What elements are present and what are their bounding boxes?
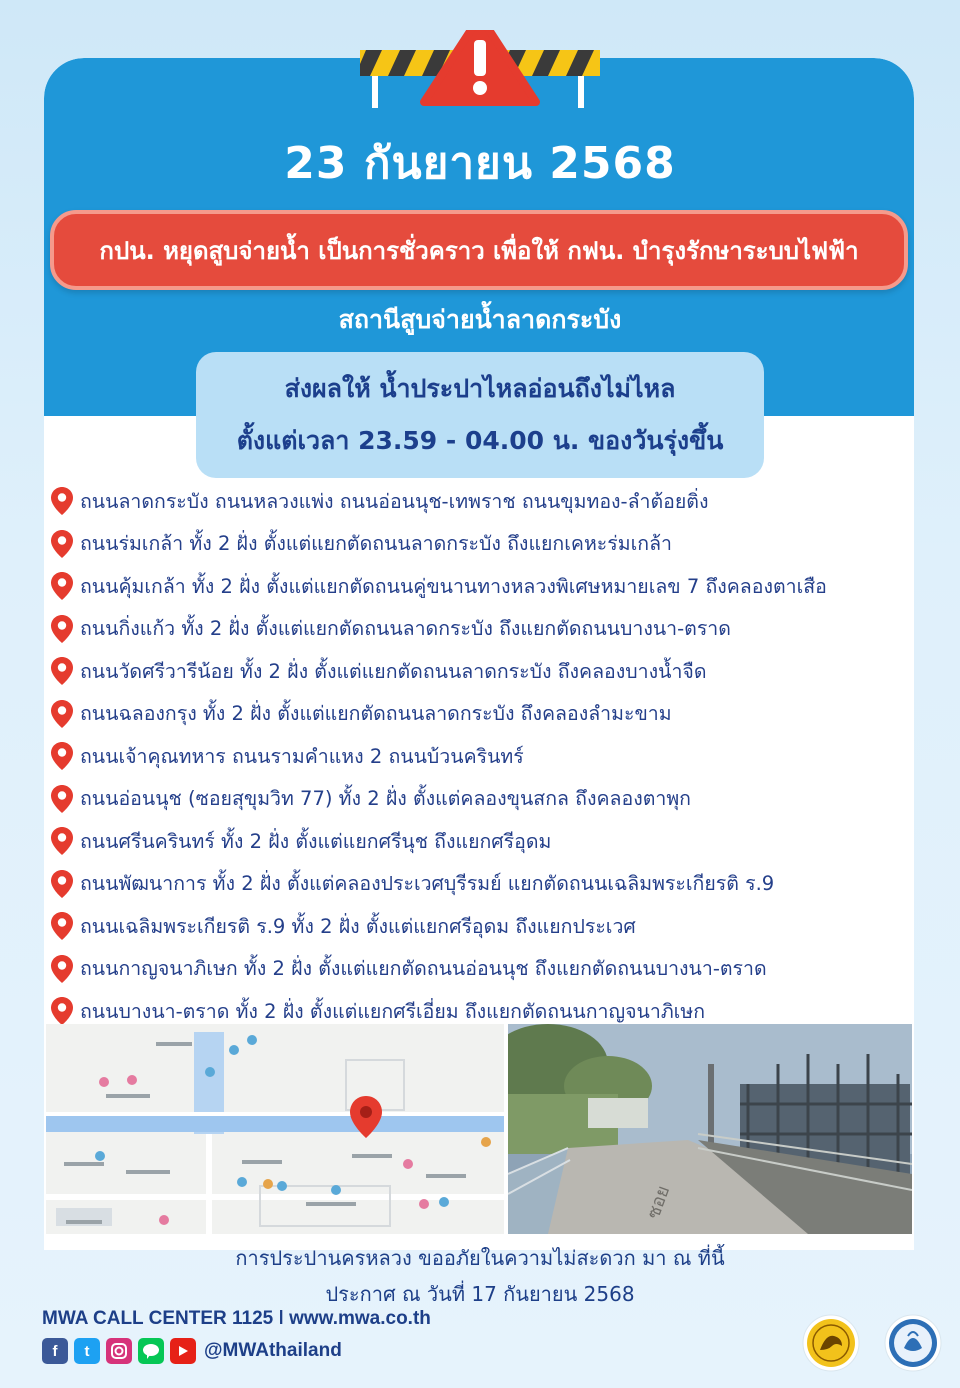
line-icon[interactable]: [138, 1338, 164, 1364]
road-list-item: [50, 480, 930, 523]
road-text: ถนนกิ่งแก้ว ทั้ง 2 ฝั่ง ตั้งแต่แยกตัดถนนลาดกระบัง ถึงแยกตัดถนนบางนา-ตราด: [80, 617, 731, 641]
location-pin-icon: [50, 784, 74, 814]
announcement-date: ประกาศ ณ วันที่ 17 กันยายน 2568: [325, 1282, 635, 1306]
facebook-icon[interactable]: f: [42, 1338, 68, 1364]
road-text: ถนนคุ้มเกล้า ทั้ง 2 ฝั่ง ตั้งแต่แยกตัดถนนคู่ขนานทางหลวงพิเศษหมายเลข 7 ถึงคลองตาเสือ: [80, 574, 827, 598]
effect-line-1: ส่งผลให้ น้ำประปาไหลอ่อนถึงไม่ไหล: [284, 374, 676, 403]
effect-box: [196, 352, 764, 478]
government-seal-logo: [802, 1314, 860, 1372]
road-text: ถนนเจ้าคุณทหาร ถนนรามคำแหง 2 ถนนบ้วนครินทร์: [80, 744, 524, 768]
road-list-item: [50, 863, 930, 906]
road-list-item: [50, 523, 930, 566]
road-list-item: [50, 650, 930, 693]
location-pin-icon: [50, 826, 74, 856]
location-pin-icon: [50, 571, 74, 601]
location-pin-icon: [50, 996, 74, 1026]
location-pin-icon: [50, 486, 74, 516]
social-links: [42, 1338, 342, 1364]
road-list-item: [50, 608, 930, 651]
map-graphic: [46, 1024, 504, 1234]
suspension-banner-text: กปน. หยุดสูบจ่ายน้ำ เป็นการชั่วคราว เพื่อให้ กฟน. บำรุงรักษาระบบไฟฟ้า: [99, 236, 859, 265]
instagram-icon[interactable]: [106, 1338, 132, 1364]
apology-text: การประปานครหลวง ขออภัยในความไม่สะดวก มา ณ ที่นี้: [235, 1246, 725, 1270]
road-barrier-warning-icon: [360, 30, 600, 108]
affected-roads-list: [50, 480, 930, 1033]
road-list-item: [50, 565, 930, 608]
location-pin-icon: [50, 614, 74, 644]
road-text: ถนนกาญจนาภิเษก ทั้ง 2 ฝั่ง ตั้งแต่แยกตัดถนนอ่อนนุช ถึงแยกตัดถนนบางนา-ตราด: [80, 957, 767, 981]
road-text: ถนนลาดกระบัง ถนนหลวงแพ่ง ถนนอ่อนนุช-เทพราช ถนนขุมทอง-ลำต้อยติ่ง: [80, 489, 709, 513]
road-list-item: [50, 778, 930, 821]
road-text: ถนนร่มเกล้า ทั้ง 2 ฝั่ง ตั้งแต่แยกตัดถนนลาดกระบัง ถึงแยกเคหะร่มเกล้า: [80, 532, 672, 556]
location-map[interactable]: [46, 1024, 504, 1234]
road-text: ถนนเฉลิมพระเกียรติ ร.9 ทั้ง 2 ฝั่ง ตั้งแต่แยกศรีอุดม ถึงแยกประเวศ: [80, 914, 636, 938]
notice-date: 23 กันยายน 2568: [284, 138, 676, 189]
road-list-item: [50, 905, 930, 948]
location-pin-icon: [50, 699, 74, 729]
road-list-item: [50, 948, 930, 991]
road-text: ถนนฉลองกรุง ทั้ง 2 ฝั่ง ตั้งแต่แยกตัดถนนลาดกระบัง ถึงคลองลำมะขาม: [80, 702, 672, 726]
road-text: ถนนอ่อนนุช (ซอยสุขุมวิท 77) ทั้ง 2 ฝั่ง ตั้งแต่คลองขุนสกล ถึงคลองตาพุก: [80, 787, 691, 811]
road-text: ถนนศรีนครินทร์ ทั้ง 2 ฝั่ง ตั้งแต่แยกศรีนุช ถึงแยกศรีอุดม: [80, 829, 552, 853]
location-pin-icon: [50, 741, 74, 771]
station-street-photo: [508, 1024, 912, 1234]
social-handle[interactable]: @MWAthailand: [204, 1340, 342, 1361]
road-list-item: [50, 735, 930, 778]
twitter-icon[interactable]: t: [74, 1338, 100, 1364]
location-pin-icon: [50, 656, 74, 686]
call-center-info[interactable]: MWA CALL CENTER 1125 ǀ www.mwa.co.th: [42, 1308, 431, 1329]
svg-text:ซอย: ซอย: [642, 1182, 675, 1222]
photo-graphic: [508, 1024, 912, 1234]
mwa-logo: [884, 1314, 942, 1372]
suspension-banner: [50, 210, 908, 290]
road-list-item: [50, 820, 930, 863]
youtube-icon[interactable]: [170, 1338, 196, 1364]
station-name: สถานีสูบจ่ายน้ำลาดกระบัง: [338, 305, 622, 334]
location-pin-icon: [50, 911, 74, 941]
location-pin-icon: [50, 869, 74, 899]
effect-line-2: ตั้งแต่เวลา 23.59 - 04.00 น. ของวันรุ่งขึ้น: [236, 426, 724, 455]
road-text: ถนนพัฒนาการ ทั้ง 2 ฝั่ง ตั้งแต่คลองประเวศบุรีรมย์ แยกตัดถนนเฉลิมพระเกียรติ ร.9: [80, 872, 775, 896]
location-pin-icon: [50, 529, 74, 559]
road-text: ถนนบางนา-ตราด ทั้ง 2 ฝั่ง ตั้งแต่แยกศรีเอี่ยม ถึงแยกตัดถนนกาญจนาภิเษก: [80, 999, 706, 1023]
location-pin-icon: [50, 954, 74, 984]
road-list-item: [50, 693, 930, 736]
road-text: ถนนวัดศรีวารีน้อย ทั้ง 2 ฝั่ง ตั้งแต่แยกตัดถนนลาดกระบัง ถึงคลองบางน้ำจืด: [80, 659, 707, 683]
